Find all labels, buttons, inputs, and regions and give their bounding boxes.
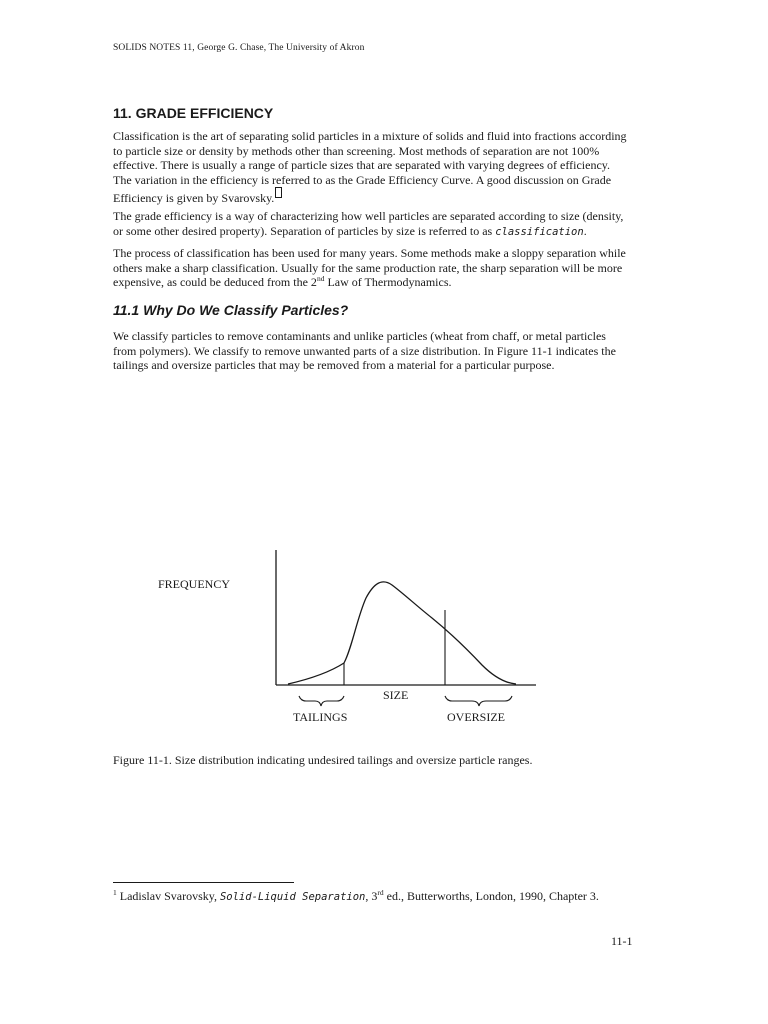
paragraph-text: or some other desired property). Separation of particles by size is referred to as <box>113 223 496 238</box>
paragraph-line: tailings and oversize particles that may be removed from a material for a particular purpose. <box>113 358 555 373</box>
tailings-brace <box>299 696 344 706</box>
footnote-author: Ladislav Svarovsky, <box>116 889 220 903</box>
paragraph-line: Classification is the art of separating solid particles in a mixture of solids and fluid into fractions according <box>113 129 627 143</box>
page-number: 11-1 <box>611 934 633 948</box>
paragraph-line: The process of classification has been used for many years. Some methods make a sloppy separation while <box>113 246 626 260</box>
oversize-label: OVERSIZE <box>447 710 505 724</box>
section-heading: 11. GRADE EFFICIENCY <box>113 105 274 121</box>
figure-caption: Figure 11-1. Size distribution indicating undesired tailings and oversize particle ranges. <box>113 753 533 767</box>
classification-term: classification <box>495 225 584 238</box>
frequency-axis-label: FREQUENCY <box>158 577 231 591</box>
oversize-brace <box>445 696 512 706</box>
paragraph-line: We classify particles to remove contaminants and unlike particles (wheat from chaff, or metal particles <box>113 329 606 343</box>
footnote-book-title: Solid-Liquid Separation <box>219 891 366 903</box>
footnote-publisher: ed., Butterworths, London, 1990, Chapter 3. <box>383 889 599 903</box>
paragraph-line: from polymers). We classify to remove unwanted parts of a size distribution. In Figure 11-1 indicates the <box>113 343 616 358</box>
superscript: rd <box>377 888 384 897</box>
footnote-marker: 1 <box>113 888 117 897</box>
paragraph-text: Efficiency is given by Svarovsky. <box>113 191 275 206</box>
size-axis-label: SIZE <box>383 688 409 702</box>
footnote-divider <box>113 882 294 883</box>
subsection-heading: 11.1 Why Do We Classify Particles? <box>113 302 349 318</box>
paragraph-line: to particle size or density by methods other than screening. Most methods of separation are not 100% <box>113 143 600 158</box>
superscript: nd <box>316 274 325 284</box>
paragraph-text: Law of Thermodynamics. <box>324 275 452 290</box>
paragraph-line: effective. There is usually a range of particle sizes that are separated with varying degrees of efficiency. <box>113 158 610 173</box>
paragraph-line: The variation in the efficiency is referred to as the Grade Efficiency Curve. A good discussion on Grade <box>113 172 612 187</box>
footnote <box>113 889 599 904</box>
tailings-label: TAILINGS <box>293 710 348 724</box>
paragraph-line: The grade efficiency is a way of characterizing how well particles are separated according to size (density, <box>113 209 624 223</box>
distribution-curve <box>288 582 516 684</box>
footnote-edition: , 3 <box>365 889 378 903</box>
paragraph-text: . <box>583 223 587 238</box>
running-head: SOLIDS NOTES 11, George G. Chase, The University of Akron <box>113 43 365 53</box>
paragraph-line: others make a sharp classification. Usually for the same production rate, the sharp separation will be more <box>113 260 623 275</box>
paragraph-text: expensive, as could be deduced from the 2 <box>113 275 317 290</box>
